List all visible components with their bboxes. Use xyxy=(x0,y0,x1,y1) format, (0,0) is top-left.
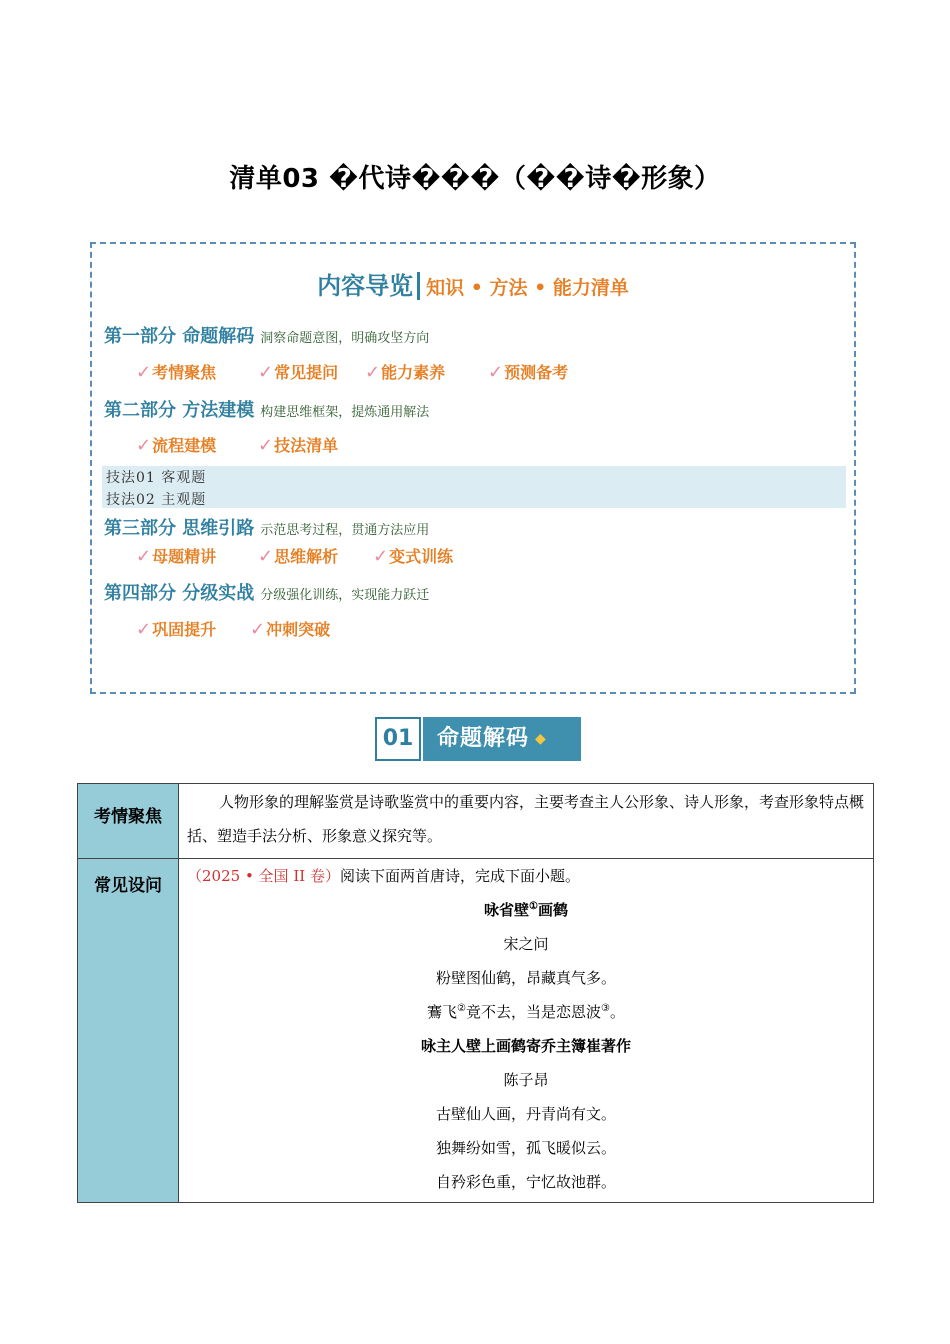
technique-item[interactable]: 技法01 客观题 xyxy=(106,470,207,486)
part-1-desc: 洞察命题意图，明确攻坚方向 xyxy=(260,331,430,346)
part-item[interactable]: ✓变式训练 xyxy=(373,546,454,567)
part-4-desc: 分级强化训练，实现能力跃迁 xyxy=(260,588,430,603)
table-row xyxy=(78,784,874,859)
part-3-desc: 示范思考过程，贯通方法应用 xyxy=(260,523,430,538)
check-icon: ✓ xyxy=(136,619,152,640)
row-header-exam-focus: 考情聚焦 xyxy=(78,784,179,859)
part-2-row xyxy=(104,396,429,422)
part-item[interactable]: ✓母题精讲 xyxy=(136,546,217,567)
poem-1-title: 咏省壁①画鹤 xyxy=(484,901,568,919)
section-number: 01 xyxy=(375,717,421,761)
part-item[interactable]: ✓能力素养 xyxy=(365,362,446,383)
table-row xyxy=(78,859,874,1203)
technique-item[interactable]: 技法02 主观题 xyxy=(106,492,207,508)
part-item[interactable]: ✓预测备考 xyxy=(488,362,569,383)
poem-2-author: 陈子昂 xyxy=(503,1071,549,1089)
check-icon: ✓ xyxy=(250,619,266,640)
part-item[interactable]: ✓考情聚焦 xyxy=(136,362,217,383)
part-4-items xyxy=(136,617,330,640)
section-label: 命题解码 ◆ xyxy=(423,717,581,761)
poem-2-line: 独舞纷如雪，孤飞暖似云。 xyxy=(435,1139,616,1157)
question-instruction: 阅读下面两首唐诗，完成下面小题。 xyxy=(339,867,580,885)
common-questions-cell xyxy=(179,859,874,1203)
part-2-items xyxy=(136,433,338,456)
diamond-icon: ◆ xyxy=(535,731,547,747)
section-badge xyxy=(375,717,581,761)
check-icon: ✓ xyxy=(258,362,274,383)
check-icon: ✓ xyxy=(373,546,389,567)
poem-1-line: 粉壁图仙鹤，昂藏真气多。 xyxy=(435,969,616,987)
part-item[interactable]: ✓思维解析 xyxy=(258,546,339,567)
question-intro xyxy=(187,859,865,893)
poem-1-author: 宋之问 xyxy=(503,935,549,953)
page-title: 清单03 �代诗���（��诗�形象） xyxy=(229,164,721,194)
part-1-title: 第一部分 命题解码 xyxy=(104,326,255,347)
part-item[interactable]: ✓冲刺突破 xyxy=(250,619,331,640)
part-3-items xyxy=(136,544,453,567)
part-1-row xyxy=(104,322,429,348)
part-item[interactable]: ✓常见提问 xyxy=(258,362,339,383)
part-item[interactable]: ✓技法清单 xyxy=(258,435,339,456)
check-icon: ✓ xyxy=(365,362,381,383)
exam-focus-text-cell xyxy=(179,784,874,859)
part-item[interactable]: ✓巩固提升 xyxy=(136,619,217,640)
check-icon: ✓ xyxy=(258,546,274,567)
exam-info-table xyxy=(77,783,874,1203)
part-2-desc: 构建思维框架，提炼通用解法 xyxy=(260,405,430,420)
poem-1-line: 鶱飞②竟不去，当是恋恩波③。 xyxy=(427,1003,625,1021)
part-item[interactable]: ✓流程建模 xyxy=(136,435,217,456)
guide-header-main: 内容导览 xyxy=(317,272,420,300)
check-icon: ✓ xyxy=(258,435,274,456)
part-3-title: 第三部分 思维引路 xyxy=(104,518,255,539)
technique-list xyxy=(102,466,846,508)
check-icon: ✓ xyxy=(136,546,152,567)
check-icon: ✓ xyxy=(488,362,504,383)
part-1-items xyxy=(136,360,568,383)
guide-header-sub: 知识 • 方法 • 能力清单 xyxy=(426,277,629,299)
poem-2-line: 古壁仙人画，丹青尚有文。 xyxy=(435,1105,616,1123)
poem-2-line: 自矜彩色重，宁忆故池群。 xyxy=(435,1173,616,1191)
part-2-title: 第二部分 方法建模 xyxy=(104,400,255,421)
check-icon: ✓ xyxy=(136,435,152,456)
content-guide-box xyxy=(90,242,856,694)
footnote-marker: ① xyxy=(529,901,538,912)
footnote-marker: ② xyxy=(457,1003,466,1014)
question-source: （2025 • 全国 II 卷） xyxy=(187,867,340,885)
part-4-title: 第四部分 分级实战 xyxy=(104,583,255,604)
footnote-marker: ③ xyxy=(601,1003,610,1014)
part-3-row xyxy=(104,514,429,540)
exam-focus-text: 人物形象的理解鉴赏是诗歌鉴赏中的重要内容，主要考查主人公形象、诗人形象，考查形象特点概括、塑造手法分析、形象意义探究等。 xyxy=(187,793,865,845)
poem-2-title: 咏主人壁上画鹤寄乔主簿崔著作 xyxy=(420,1037,631,1055)
part-4-row xyxy=(104,579,429,605)
check-icon: ✓ xyxy=(136,362,152,383)
guide-header xyxy=(92,266,854,301)
row-header-common-questions: 常见设问 xyxy=(78,859,179,1203)
